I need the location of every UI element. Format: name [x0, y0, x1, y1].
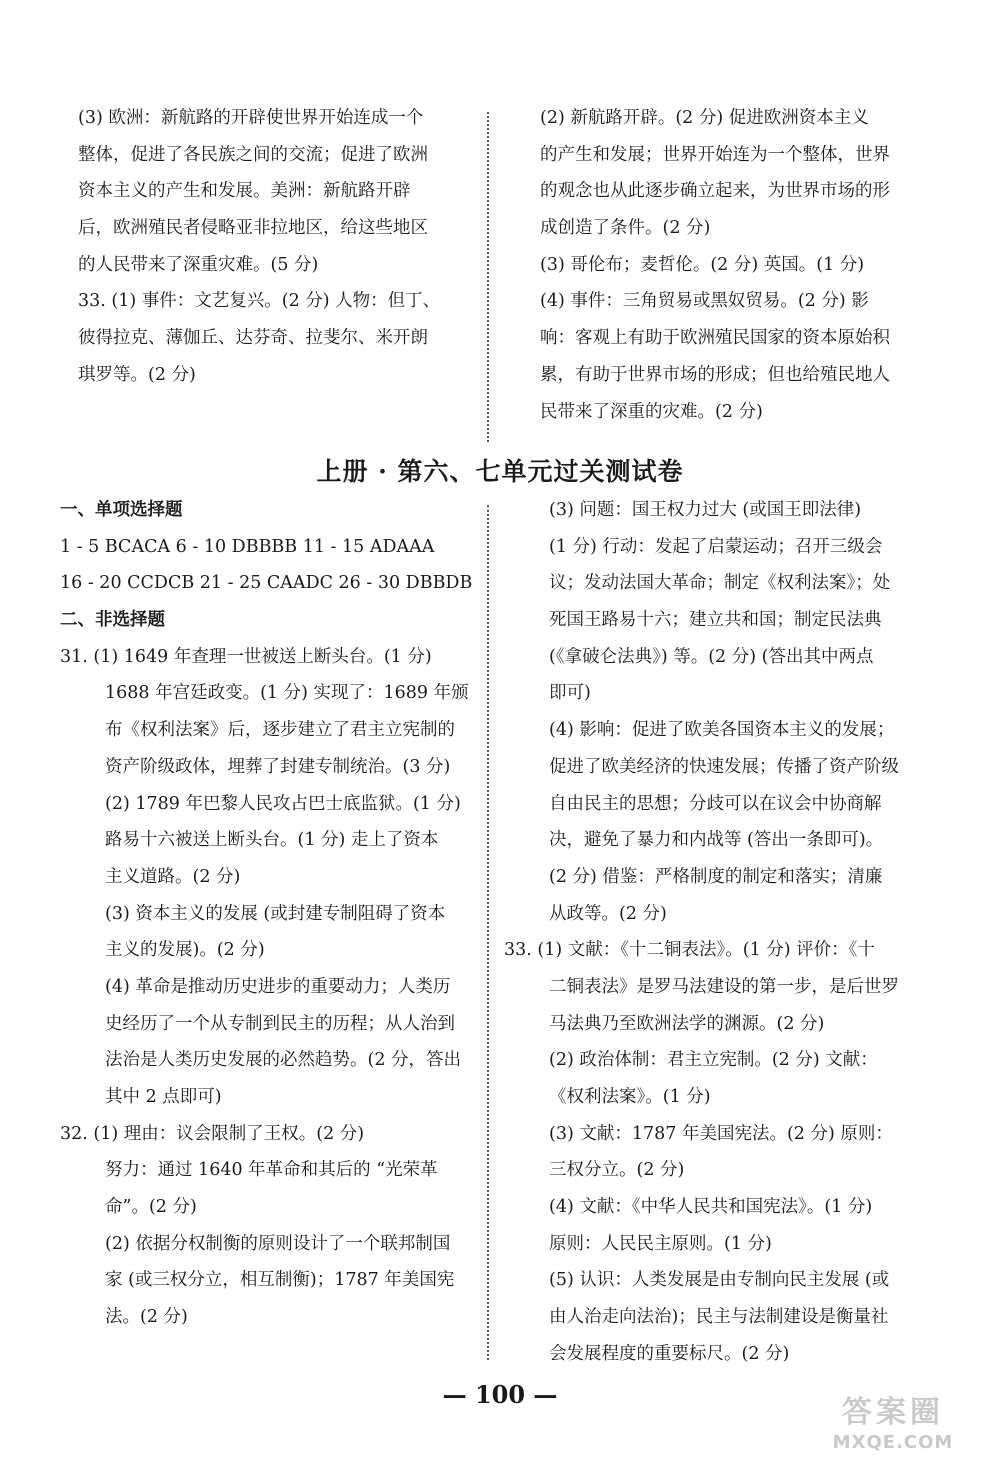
answer-line: 32. (1) 理由：议会限制了王权。(2 分): [60, 1123, 365, 1144]
section-heading: 二、非选择题: [60, 610, 165, 631]
answer-line: 马法典乃至欧洲法学的渊源。(2 分): [549, 1013, 825, 1034]
answer-line: (2) 1789 年巴黎人民攻占巴士底监狱。(1 分): [105, 793, 461, 814]
watermark-logo: [818, 1395, 968, 1462]
answer-line: 彼得拉克、薄伽丘、达芬奇、拉斐尔、米开朗: [78, 328, 428, 349]
answer-line: 促进了欧美经济的快速发展；传播了资产阶级: [549, 756, 899, 777]
answer-line: 16 - 20 CCDCB 21 - 25 CAADC 26 - 30 DBBDB: [60, 573, 473, 594]
answer-line: 主义的发展)。(2 分): [105, 940, 265, 961]
answer-line: (3) 资本主义的发展 (或封建专制阻碍了资本: [105, 903, 446, 924]
answer-line: 的产生和发展；世界开始连为一个整体，世界: [540, 144, 890, 165]
answer-line: 三权分立。(2 分): [549, 1160, 685, 1181]
answer-line: 即可): [549, 683, 591, 704]
answer-line: 原则：人民民主原则。(1 分): [549, 1233, 772, 1254]
column-divider-top: [487, 112, 489, 442]
answer-line: 路易十六被送上断头台。(1 分) 走上了资本: [105, 830, 439, 851]
answer-line: (3) 哥伦布；麦哲伦。(2 分) 英国。(1 分): [540, 254, 865, 275]
answer-line: 《权利法案》。(1 分): [549, 1087, 711, 1107]
answer-line: (5) 认识：人类发展是由专制向民主发展 (或: [549, 1270, 890, 1291]
answer-line: 响：客观上有助于欧洲殖民国家的资本原始积: [540, 328, 890, 349]
answer-line: (2) 政治体制：君主立宪制。(2 分) 文献：: [549, 1050, 878, 1071]
answer-line: (3) 文献：1787 年美国宪法。(2 分) 原则：: [549, 1123, 893, 1144]
answer-line: 资本主义的产生和发展。美洲：新航路开辟: [78, 181, 411, 202]
answer-line: 33. (1) 文献：《十二铜表法》。(1 分) 评价：《十: [504, 940, 875, 961]
section-title: 上册 · 第六、七单元过关测试卷: [316, 457, 684, 486]
answer-line: 后，欧洲殖民者侵略亚非拉地区，给这些地区: [78, 218, 428, 239]
answer-line: 主义道路。(2 分): [105, 866, 241, 887]
answer-line: (1 分) 行动：发起了启蒙运动；召开三级会: [549, 536, 883, 557]
answer-line: 家 (或三权分立，相互制衡)；1787 年美国宪: [105, 1270, 455, 1291]
answer-line: 命”。(2 分): [105, 1197, 197, 1218]
answer-line: (2) 依据分权制衡的原则设计了一个联邦制国: [105, 1233, 451, 1254]
answer-line: 的观念也从此逐步确立起来，为世界市场的形: [540, 181, 890, 202]
top-left-column: [78, 100, 478, 394]
answer-line: 累，有助于世界市场的形成；但也给殖民地人: [540, 364, 890, 385]
answer-line: (《拿破仑法典》) 等。(2 分) (答出其中两点: [549, 646, 874, 667]
answer-line: 其中 2 点即可): [105, 1087, 222, 1107]
answer-line: (4) 事件：三角贸易或黑奴贸易。(2 分) 影: [540, 291, 869, 312]
answer-line: 由人治走向法治)；民主与法制建设是衡量社: [549, 1307, 889, 1328]
answer-line: (3) 欧洲：新航路的开辟使世界开始连成一个: [78, 108, 424, 128]
watermark-cn: 答案圈: [842, 1395, 944, 1430]
answer-line: 努力：通过 1640 年革命和其后的 “光荣革: [105, 1160, 438, 1181]
answer-line: 决，避免了暴力和内战等 (答出一条即可)。: [549, 830, 884, 851]
answer-line: (2 分) 借鉴：严格制度的制定和落实；清廉: [549, 866, 883, 887]
answer-line: (2) 新航路开辟。(2 分) 促进欧洲资本主义: [540, 108, 869, 128]
answer-line: 1688 年宫廷政变。(1 分) 实现了：1689 年颁: [105, 683, 469, 704]
answer-line: (4) 革命是推动历史进步的重要动力；人类历: [105, 976, 451, 997]
answer-line: 法。(2 分): [105, 1307, 188, 1328]
top-right-column: [540, 100, 940, 430]
answer-line: 法治是人类历史发展的必然趋势。(2 分，答出: [105, 1050, 462, 1071]
answer-line: 琪罗等。(2 分): [78, 364, 196, 385]
answer-line: 议；发动法国大革命；制定《权利法案》；处: [549, 573, 891, 594]
answer-line: 死国王路易十六；建立共和国；制定民法典: [549, 610, 882, 631]
column-divider-bottom: [487, 505, 489, 1360]
page-number: — 100 —: [442, 1380, 558, 1409]
answer-line: 31. (1) 1649 年查理一世被送上断头台。(1 分): [60, 646, 432, 667]
bottom-right-column: [504, 492, 924, 1373]
answer-line: 布《权利法案》后，逐步建立了君主立宪制的: [105, 720, 455, 741]
answer-line: 成创造了条件。(2 分): [540, 218, 711, 239]
answer-line: 的人民带来了深重灾难。(5 分): [78, 254, 319, 275]
answer-line: 二铜表法》是罗马法建设的第一步，是后世罗: [549, 976, 899, 997]
answer-line: 整体，促进了各民族之间的交流；促进了欧洲: [78, 144, 428, 165]
answer-line: 33. (1) 事件：文艺复兴。(2 分) 人物：但丁、: [78, 291, 441, 312]
answer-line: 资产阶级政体，埋葬了封建专制统治。(3 分): [105, 756, 451, 777]
watermark-en: MXQE.COM: [832, 1432, 954, 1453]
answer-line: 1 - 5 BCACA 6 - 10 DBBBB 11 - 15 ADAAA: [60, 536, 435, 557]
answer-line: 民带来了深重的灾难。(2 分): [540, 401, 763, 422]
answer-line: 从政等。(2 分): [549, 903, 667, 924]
section-heading: 一、单项选择题: [60, 500, 183, 520]
answer-line: 史经历了一个从专制到民主的历程；从人治到: [105, 1013, 455, 1034]
answer-line: 会发展程度的重要标尺。(2 分): [549, 1343, 790, 1364]
answer-line: (4) 文献：《中华人民共和国宪法》。(1 分): [549, 1197, 873, 1218]
answer-line: (4) 影响：促进了欧美各国资本主义的发展；: [549, 720, 895, 741]
answer-line: (3) 问题：国王权力过大 (或国王即法律): [549, 500, 862, 520]
answer-line: 自由民主的思想；分歧可以在议会中协商解: [549, 793, 882, 814]
bottom-left-column: [60, 492, 480, 1336]
